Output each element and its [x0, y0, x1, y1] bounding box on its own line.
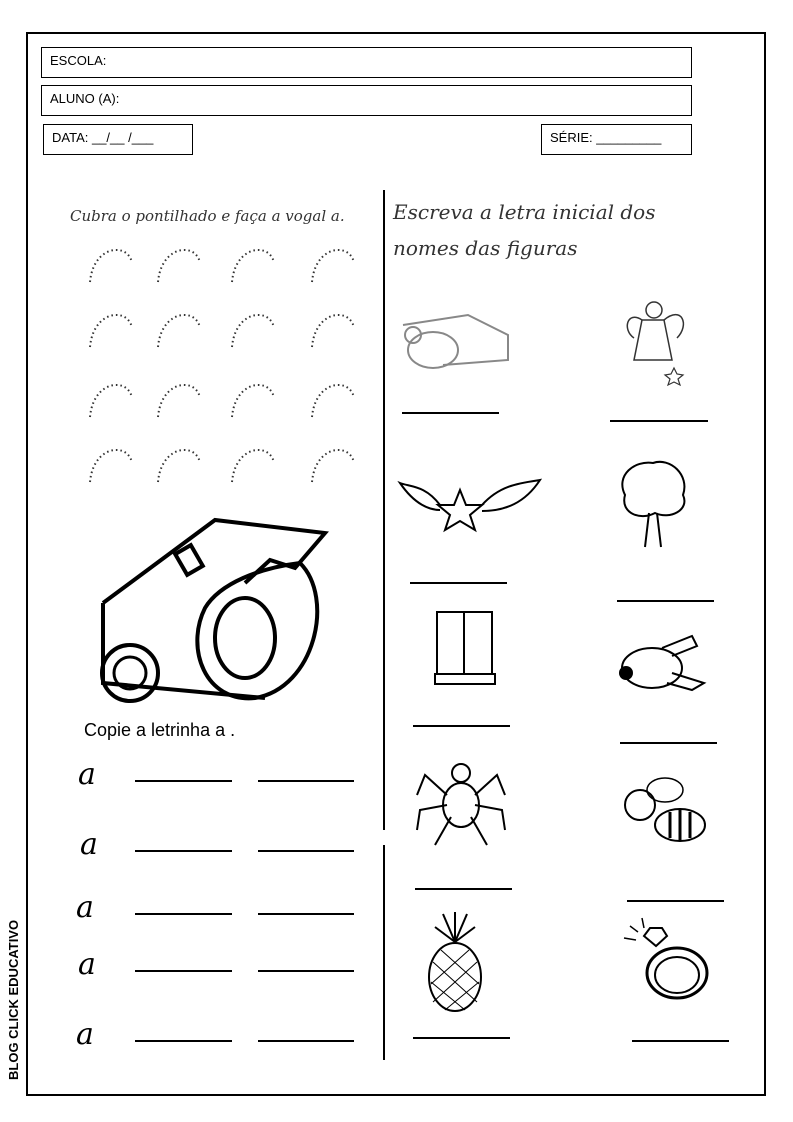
answer-line-8[interactable]	[627, 900, 724, 902]
grade-field[interactable]	[541, 124, 692, 155]
trace-instruction: Cubra o pontilhado e faça a vogal a.	[70, 207, 345, 225]
trace-arc[interactable]	[158, 250, 200, 282]
trace-arc[interactable]	[232, 250, 274, 282]
whistle-large-icon	[95, 508, 335, 708]
answer-line-4[interactable]	[617, 600, 714, 602]
copy-line[interactable]	[258, 850, 354, 852]
copy-line[interactable]	[135, 850, 232, 852]
copy-letter-a: a	[78, 757, 96, 792]
copy-instruction: Copie a letrinha a .	[84, 720, 236, 740]
copy-line[interactable]	[258, 780, 354, 782]
wings-icon	[400, 475, 540, 535]
angel-icon	[622, 290, 692, 385]
answer-line-5[interactable]	[413, 725, 510, 727]
copy-letter-a: a	[76, 1017, 94, 1052]
copy-line[interactable]	[258, 970, 354, 972]
date-label: DATA: __/__ /___	[52, 130, 154, 145]
copy-line[interactable]	[135, 780, 232, 782]
student-label: ALUNO (A):	[50, 91, 120, 106]
trace-arc[interactable]	[312, 250, 354, 282]
wardrobe-icon	[435, 610, 495, 688]
copy-letter-a: a	[80, 827, 98, 862]
answer-line-6[interactable]	[620, 742, 717, 744]
column-divider-bottom	[383, 845, 385, 1060]
answer-line-3[interactable]	[410, 582, 507, 584]
tree-icon	[615, 455, 690, 550]
whistle-icon	[398, 305, 513, 375]
blog-label: BLOG CLICK EDUCATIVO	[6, 919, 21, 1080]
bee-icon	[605, 770, 710, 860]
write-instruction-line1: Escreva a letra inicial dos	[393, 200, 656, 224]
copy-line[interactable]	[258, 913, 354, 915]
copy-line[interactable]	[135, 970, 232, 972]
write-instruction-line2: nomes das figuras	[393, 236, 578, 260]
grade-label: SÉRIE: _________	[550, 130, 662, 145]
dotted-trace-grid	[0, 0, 380, 300]
pineapple-icon	[425, 912, 485, 1012]
ring-icon	[622, 918, 717, 1003]
copy-line[interactable]	[135, 1040, 232, 1042]
airplane-icon	[612, 628, 707, 698]
school-label: ESCOLA:	[50, 53, 107, 68]
answer-line-2[interactable]	[610, 420, 708, 422]
answer-line-1[interactable]	[402, 412, 499, 414]
answer-line-7[interactable]	[415, 888, 512, 890]
trace-arc[interactable]	[90, 250, 132, 282]
copy-letter-a: a	[78, 947, 96, 982]
copy-line[interactable]	[135, 913, 232, 915]
spider-icon	[415, 755, 507, 850]
column-divider-top	[383, 190, 385, 830]
copy-line[interactable]	[258, 1040, 354, 1042]
copy-letter-a: a	[76, 890, 94, 925]
answer-line-9[interactable]	[413, 1037, 510, 1039]
answer-line-10[interactable]	[632, 1040, 729, 1042]
